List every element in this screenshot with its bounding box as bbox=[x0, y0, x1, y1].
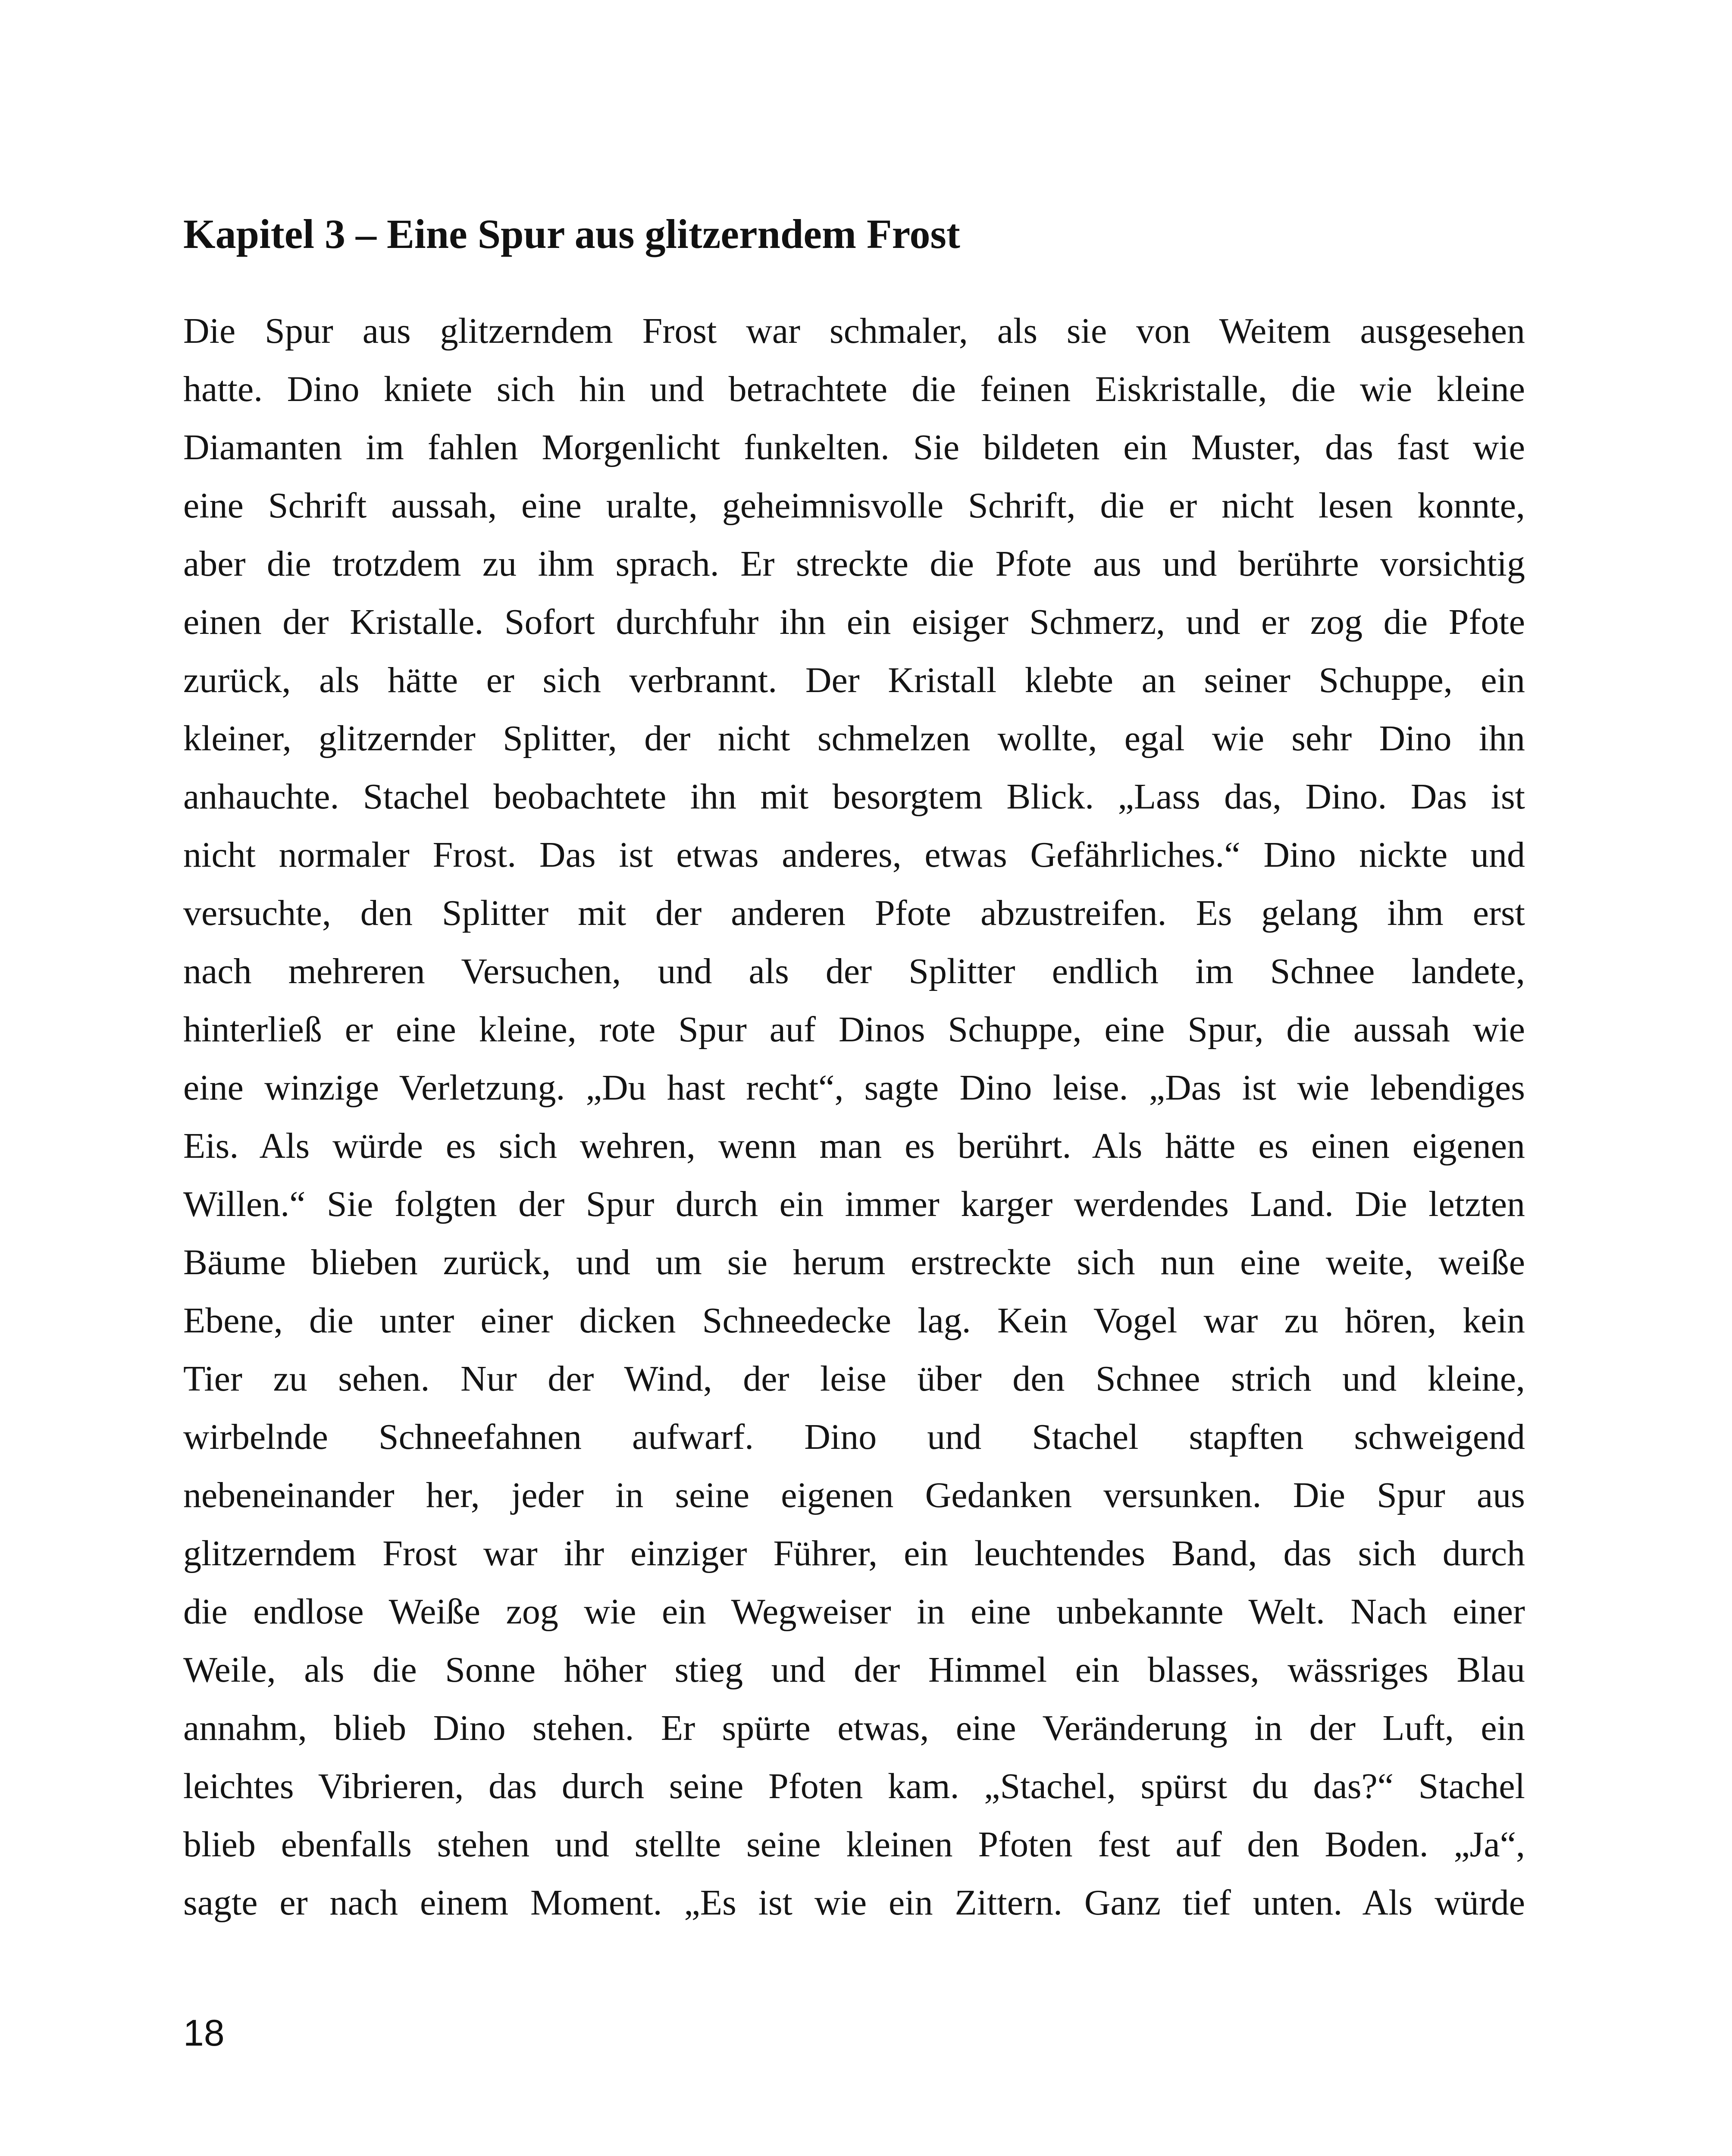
text-line: eine Schrift aussah, eine uralte, geheimnisvolle Schrift, die er nicht lesen konnte, bbox=[183, 486, 1525, 526]
text-line: Ebene, die unter einer dicken Schneedecke lag. Kein Vogel war zu hören, kein bbox=[183, 1300, 1525, 1341]
text-line: nebeneinander her, jeder in seine eigenen Gedanken versunken. Die Spur aus bbox=[183, 1475, 1525, 1515]
text-line: Tier zu sehen. Nur der Wind, der leise über den Schnee strich und kleine, bbox=[183, 1359, 1525, 1399]
text-line: hinterließ er eine kleine, rote Spur auf Dinos Schuppe, eine Spur, die aussah wie bbox=[183, 1009, 1525, 1050]
chapter-body-text bbox=[183, 302, 1525, 1932]
text-line: hatte. Dino kniete sich hin und betrachtete die feinen Eiskristalle, die wie kleine bbox=[183, 369, 1525, 409]
text-line: blieb ebenfalls stehen und stellte seine kleinen Pfoten fest auf den Boden. „Ja“, bbox=[183, 1824, 1525, 1865]
text-line: anhauchte. Stachel beobachtete ihn mit besorgtem Blick. „Lass das, Dino. Das ist bbox=[183, 777, 1525, 817]
text-line: nicht normaler Frost. Das ist etwas anderes, etwas Gefährliches.“ Dino nickte und bbox=[183, 835, 1525, 875]
text-line: sagte er nach einem Moment. „Es ist wie ein Zittern. Ganz tief unten. Als würde bbox=[183, 1883, 1525, 1923]
text-line: aber die trotzdem zu ihm sprach. Er streckte die Pfote aus und berührte vorsichtig bbox=[183, 544, 1525, 584]
text-line: Eis. Als würde es sich wehren, wenn man es berührt. Als hätte es einen eigenen bbox=[183, 1126, 1525, 1166]
text-line: Die Spur aus glitzerndem Frost war schmaler, als sie von Weitem ausgesehen bbox=[183, 311, 1525, 351]
text-line: glitzerndem Frost war ihr einziger Führer, ein leuchtendes Band, das sich durch bbox=[183, 1533, 1525, 1573]
text-line: versuchte, den Splitter mit der anderen Pfote abzustreifen. Es gelang ihm erst bbox=[183, 893, 1525, 933]
text-line: wirbelnde Schneefahnen aufwarf. Dino und Stachel stapften schweigend bbox=[183, 1417, 1525, 1457]
text-line: Bäume blieben zurück, und um sie herum erstreckte sich nun eine weite, weiße bbox=[183, 1242, 1525, 1282]
chapter-title: Kapitel 3 – Eine Spur aus glitzerndem Frost bbox=[183, 211, 960, 257]
text-line: die endlose Weiße zog wie ein Wegweiser in eine unbekannte Welt. Nach einer bbox=[183, 1592, 1525, 1632]
text-line: zurück, als hätte er sich verbrannt. Der Kristall klebte an seiner Schuppe, ein bbox=[183, 660, 1525, 700]
text-line: Willen.“ Sie folgten der Spur durch ein immer karger werdendes Land. Die letzten bbox=[183, 1184, 1525, 1224]
text-line: leichtes Vibrieren, das durch seine Pfoten kam. „Stachel, spürst du das?“ Stachel bbox=[183, 1766, 1525, 1806]
text-line: nach mehreren Versuchen, und als der Splitter endlich im Schnee landete, bbox=[183, 951, 1525, 991]
text-line: eine winzige Verletzung. „Du hast recht“, sagte Dino leise. „Das ist wie lebendiges bbox=[183, 1068, 1525, 1108]
page-number: 18 bbox=[183, 2012, 225, 2054]
text-line: kleiner, glitzernder Splitter, der nicht schmelzen wollte, egal wie sehr Dino ihn bbox=[183, 718, 1525, 758]
text-line: annahm, blieb Dino stehen. Er spürte etwas, eine Veränderung in der Luft, ein bbox=[183, 1708, 1525, 1748]
text-line: einen der Kristalle. Sofort durchfuhr ihn ein eisiger Schmerz, und er zog die Pfote bbox=[183, 602, 1525, 642]
text-line: Weile, als die Sonne höher stieg und der Himmel ein blasses, wässriges Blau bbox=[183, 1650, 1525, 1690]
text-line: Diamanten im fahlen Morgenlicht funkelten. Sie bildeten ein Muster, das fast wie bbox=[183, 427, 1525, 467]
